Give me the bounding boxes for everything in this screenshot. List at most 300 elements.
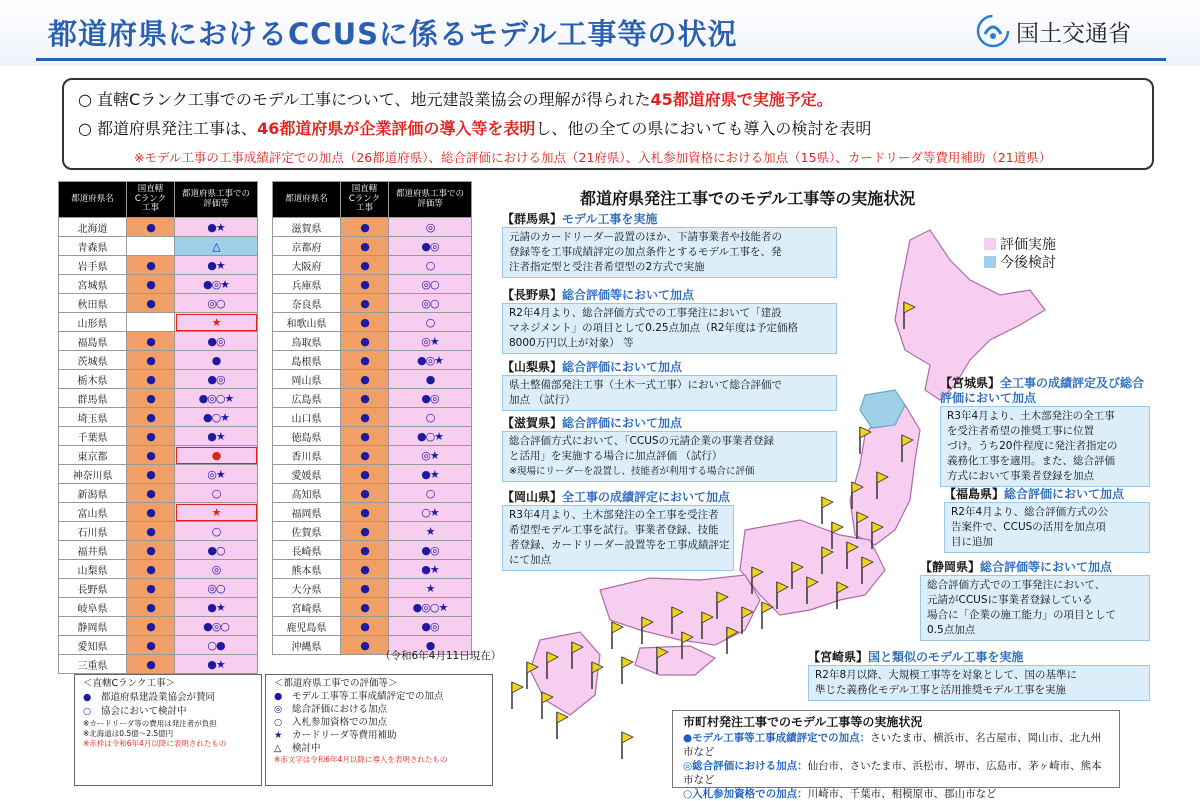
status-mark: ●	[211, 448, 221, 462]
table-row	[273, 484, 472, 503]
ministry-name: 国土交通省	[1016, 21, 1131, 47]
flag-icon	[715, 590, 729, 620]
direct-status	[127, 237, 175, 256]
pref-box-tag: モデル工事を実施	[562, 212, 658, 226]
flag-icon	[640, 615, 654, 645]
pref-eval-status	[389, 275, 472, 294]
status-mark: ●	[360, 448, 369, 462]
status-mark: ●	[146, 581, 155, 595]
pref-eval-status	[175, 275, 258, 294]
pref-box-line: 者登録、カードリーダー設置等を工事成績評定	[509, 539, 730, 551]
pref-box-line: R2年4月より、総合評価方式の公	[951, 506, 1109, 518]
table-row	[59, 275, 258, 294]
pref-box-header	[502, 490, 742, 505]
pref-box-miyazaki	[808, 650, 1150, 701]
direct-status	[127, 484, 175, 503]
summary-line-1-highlight: 45都道府県で実施予定。	[650, 90, 833, 109]
direct-status	[127, 655, 175, 674]
direct-status	[127, 636, 175, 655]
table-row	[59, 256, 258, 275]
direct-status	[341, 218, 389, 237]
pref-eval-status	[175, 598, 258, 617]
direct-status	[341, 522, 389, 541]
pref-box-name: 【群馬県】	[502, 212, 563, 226]
status-mark: ●	[360, 638, 369, 652]
pref-box-line: 方式において事業者登録を加点	[947, 470, 1094, 482]
status-mark: ●	[360, 315, 369, 329]
pref-box-okayama	[502, 490, 742, 571]
status-mark: ●	[146, 448, 155, 462]
table-row	[273, 370, 472, 389]
pref-box-header	[502, 288, 837, 303]
direct-status	[341, 389, 389, 408]
pref-box-name: 【静岡県】	[920, 560, 981, 574]
flag-icon	[805, 575, 819, 605]
direct-status	[341, 256, 389, 275]
status-mark: ◎○	[207, 296, 225, 310]
prefecture-name: 大阪府	[273, 256, 341, 275]
status-mark: ●	[360, 467, 369, 481]
status-mark: ●	[146, 505, 155, 519]
prefecture-name: 沖縄県	[273, 636, 341, 655]
prefecture-name: 宮崎県	[273, 598, 341, 617]
pref-box-line: づけ。うち20件程度に発注者指定の	[947, 440, 1118, 452]
status-mark: ●	[360, 619, 369, 633]
municipal-row	[683, 731, 1109, 759]
status-mark: ★	[425, 524, 435, 538]
pref-box-line: R3年4月より、土木部発注の全工事を受注者	[509, 509, 719, 521]
status-mark: ★	[211, 315, 221, 329]
pref-eval-status	[175, 617, 258, 636]
status-mark: ●	[360, 600, 369, 614]
prefecture-name: 大分県	[273, 579, 341, 598]
status-mark: ●★	[207, 600, 225, 614]
pref-box-line: 目に追加	[951, 536, 993, 548]
col-header-direct: 国直轄 Cランク 工事	[127, 182, 175, 218]
table-row	[273, 313, 472, 332]
table-row	[59, 655, 258, 674]
direct-status	[127, 446, 175, 465]
direct-status	[341, 484, 389, 503]
status-mark: ●	[425, 372, 435, 386]
flag-icon	[902, 300, 916, 330]
prefecture-name: 島根県	[273, 351, 341, 370]
status-mark: ●◎	[421, 543, 439, 557]
prefecture-name: 和歌山県	[273, 313, 341, 332]
status-mark: ●	[146, 619, 155, 633]
flag-icon	[620, 655, 634, 685]
flag-icon	[680, 630, 694, 660]
direct-status	[127, 351, 175, 370]
pref-eval-status	[175, 579, 258, 598]
flag-icon	[875, 470, 889, 500]
pref-box-line: R2年4月より、総合評価方式での工事発注において「建設	[509, 307, 782, 319]
status-mark: ●	[146, 657, 155, 671]
pref-eval-status	[175, 446, 258, 465]
status-mark: ●	[360, 543, 369, 557]
pref-box-line: 告案件で、CCUSの活用を加点項	[951, 521, 1106, 533]
prefecture-name: 北海道	[59, 218, 127, 237]
flag-icon	[570, 640, 584, 670]
flag-icon	[540, 690, 554, 720]
pref-box-name: 【宮崎県】	[808, 650, 869, 664]
table-row	[59, 598, 258, 617]
status-mark: ◎	[425, 220, 435, 234]
prefecture-tables	[58, 181, 493, 672]
pref-box-body	[502, 227, 837, 278]
municipal-row	[683, 759, 1109, 787]
prefecture-name: 岩手県	[59, 256, 127, 275]
legend-pref-item	[274, 729, 484, 742]
status-mark: ●	[146, 543, 155, 557]
legend-planned-text: 今後検討	[1000, 255, 1056, 271]
status-mark: ●◎★	[202, 277, 230, 291]
municipal-row-text: さいたま市、横浜市、名古屋市、岡山市、北九州市など	[683, 732, 1102, 758]
municipal-row	[683, 787, 1109, 801]
status-mark: ●	[360, 258, 369, 272]
direct-status	[341, 560, 389, 579]
pref-box-line: にて加点	[509, 554, 551, 566]
status-mark: ●	[360, 353, 369, 367]
legend-red-note: ※赤枠は令和6年4月以降に表明されたもの	[83, 739, 227, 748]
legend-implemented-text: 評価実施	[1000, 237, 1056, 253]
direct-status	[127, 427, 175, 446]
pref-box-name: 【山梨県】	[502, 360, 563, 374]
map-title: 都道府県発注工事でのモデル工事等の実施状況	[580, 189, 916, 208]
pref-eval-status	[389, 579, 472, 598]
pref-eval-status	[175, 484, 258, 503]
pref-eval-status	[175, 427, 258, 446]
prefecture-name: 福井県	[59, 541, 127, 560]
table-row	[59, 332, 258, 351]
pref-eval-status	[389, 294, 472, 313]
open-circle-icon: ○	[274, 717, 283, 728]
prefecture-name: 徳島県	[273, 427, 341, 446]
pref-eval-status	[389, 446, 472, 465]
pref-box-body	[502, 505, 734, 571]
status-mark: ●◎	[207, 372, 225, 386]
table-row	[59, 351, 258, 370]
prefecture-name: 岡山県	[273, 370, 341, 389]
status-mark: ●◎★	[416, 353, 444, 367]
status-mark: ◎○	[421, 296, 439, 310]
municipal-row-text: 川崎市、千葉市、相模原市、郡山市など	[807, 788, 997, 800]
pref-box-line: を受注者希望の推奨工事に位置	[947, 425, 1094, 437]
flag-icon	[545, 650, 559, 680]
direct-status	[341, 294, 389, 313]
legend-pref-item	[274, 742, 484, 755]
table-row	[59, 446, 258, 465]
direct-status	[127, 256, 175, 275]
status-mark: ●	[360, 372, 369, 386]
summary-box	[62, 78, 1154, 170]
pref-box-name: 【福島県】	[944, 487, 1005, 501]
pref-box-header	[920, 560, 1150, 575]
prefecture-name: 熊本県	[273, 560, 341, 579]
flag-icon	[775, 580, 789, 610]
flag-icon	[655, 645, 669, 675]
pref-eval-status	[389, 560, 472, 579]
status-mark: ●	[360, 410, 369, 424]
pref-eval-status	[175, 389, 258, 408]
pref-eval-status	[389, 313, 472, 332]
direct-status	[341, 503, 389, 522]
table-row	[59, 427, 258, 446]
col-header-pref-eval: 都道府県工事での 評価等	[175, 182, 258, 218]
pref-box-miyagi	[940, 376, 1150, 487]
pref-box-line: 注者指定型と受注者希望型の2方式で実施	[509, 261, 705, 273]
status-mark: ◎	[211, 562, 221, 576]
pref-box-header	[502, 416, 837, 431]
table-row	[273, 503, 472, 522]
status-mark: ●	[146, 600, 155, 614]
status-mark: ●◎	[421, 391, 439, 405]
pref-eval-status	[175, 522, 258, 541]
pref-eval-status	[389, 503, 472, 522]
pref-eval-status	[175, 655, 258, 674]
status-mark: ◎★	[207, 467, 225, 481]
table-row	[273, 446, 472, 465]
legend-text: 都道府県建設業協会が賛同	[101, 692, 216, 703]
status-mark: ●	[360, 505, 369, 519]
status-mark: ●◎○★	[198, 391, 234, 405]
table-row	[273, 541, 472, 560]
legend-pref-item	[274, 690, 484, 703]
pref-box-fukushima	[944, 487, 1150, 553]
status-mark: ●○★	[416, 429, 444, 443]
table-row	[59, 522, 258, 541]
direct-status	[127, 617, 175, 636]
table-row	[59, 484, 258, 503]
direct-status	[341, 313, 389, 332]
pref-box-line: 8000万円以上が対象） 等	[509, 337, 634, 349]
direct-status	[127, 541, 175, 560]
direct-status	[127, 503, 175, 522]
pref-box-line: 総合評価方式において、「CCUSの元請企業の事業者登録	[509, 435, 775, 447]
direct-status	[127, 465, 175, 484]
prefecture-name: 群馬県	[59, 389, 127, 408]
direct-status	[127, 332, 175, 351]
direct-status	[127, 370, 175, 389]
direct-status	[127, 560, 175, 579]
flag-icon	[750, 565, 764, 595]
table-row	[273, 522, 472, 541]
status-mark: ●	[146, 562, 155, 576]
legend-note: ※北海道は0.5億～2.5億円	[83, 729, 174, 738]
triangle-icon: △	[274, 743, 282, 754]
legend-text: カードリーダ等費用補助	[292, 730, 397, 741]
table-row	[273, 560, 472, 579]
flag-icon	[590, 660, 604, 690]
flag-icon	[510, 680, 524, 710]
direct-status	[341, 541, 389, 560]
summary-line-1	[78, 87, 833, 110]
summary-line-1-text: ○ 直轄Cランク工事でのモデル工事について、地元建設業協会の理解が得られた	[78, 90, 651, 109]
legend-pref	[265, 674, 493, 786]
prefecture-name: 広島県	[273, 389, 341, 408]
pref-box-shizuoka	[920, 560, 1150, 641]
table-row	[273, 351, 472, 370]
prefecture-name: 東京都	[59, 446, 127, 465]
pref-box-tag: 全工事の成績評定において加点	[562, 490, 731, 504]
flag-icon	[820, 545, 834, 575]
flag-icon	[900, 433, 914, 463]
table-row	[59, 294, 258, 313]
prefecture-name: 鹿児島県	[273, 617, 341, 636]
status-mark: ●	[211, 353, 221, 367]
flag-icon	[855, 510, 869, 540]
pref-eval-status	[175, 541, 258, 560]
filled-circle-icon: ●	[274, 691, 283, 702]
flag-icon	[555, 710, 569, 740]
pref-eval-status	[389, 465, 472, 484]
pref-eval-status	[389, 427, 472, 446]
direct-status	[341, 370, 389, 389]
pref-eval-status	[389, 351, 472, 370]
status-mark: ●	[360, 524, 369, 538]
status-mark: ●○	[207, 543, 225, 557]
prefecture-name: 福岡県	[273, 503, 341, 522]
municipal-row-text: 仙台市、さいたま市、浜松市、堺市、広島市、茅ヶ崎市、熊本市など	[683, 760, 1102, 786]
direct-status	[341, 579, 389, 598]
prefecture-name: 神奈川県	[59, 465, 127, 484]
status-mark: ●	[146, 372, 155, 386]
direct-status	[127, 522, 175, 541]
legend-text: 検討中	[292, 743, 321, 754]
flag-icon	[725, 625, 739, 655]
pref-eval-status	[175, 237, 258, 256]
pref-box-name: 【岡山県】	[502, 490, 563, 504]
legend-pref-item	[274, 716, 484, 729]
col-header-prefecture: 都道府県名	[59, 182, 127, 218]
status-mark: ●★	[207, 220, 225, 234]
table-row	[273, 294, 472, 313]
status-mark: ●	[146, 429, 155, 443]
pref-box-line: 場合に「企業の施工能力」の項目として	[927, 609, 1116, 621]
pref-box-line: マネジメント」の項目として0.25点加点（R2年度は予定価格	[509, 322, 799, 334]
direct-status	[127, 275, 175, 294]
pref-box-line: 0.5点加点	[927, 624, 976, 636]
pref-eval-status	[175, 465, 258, 484]
legend-note: ※カードリーダ等の費用は発注者が負担	[83, 719, 217, 728]
pref-box-line: ※現場にリーダーを設置し、技能者が利用する場合に評価	[509, 466, 755, 477]
status-mark: ○	[211, 524, 221, 538]
pref-eval-status	[389, 218, 472, 237]
pref-eval-status	[389, 332, 472, 351]
flag-icon	[700, 610, 714, 640]
legend-text: モデル工事等工事成績評定での加点	[292, 691, 444, 702]
prefecture-table-left	[58, 181, 258, 674]
flag-icon	[850, 480, 864, 510]
direct-status	[341, 275, 389, 294]
prefecture-name: 滋賀県	[273, 218, 341, 237]
header-divider	[36, 58, 1166, 61]
status-mark: ○●	[207, 638, 225, 652]
pref-box-shiga	[502, 416, 837, 482]
legend-planned	[984, 254, 1056, 272]
col-header-pref-eval: 都道府県工事での 評価等	[389, 182, 472, 218]
table-row	[59, 408, 258, 427]
legend-direct	[74, 674, 262, 786]
direct-status	[341, 446, 389, 465]
direct-status	[341, 237, 389, 256]
pref-box-header	[808, 650, 1150, 665]
table-row	[59, 370, 258, 389]
pref-box-line: 県土整備部発注工事（土木一式工事）において総合評価で	[509, 379, 782, 391]
status-mark: ●◎	[207, 334, 225, 348]
pref-box-line: 加点 （試行）	[509, 394, 576, 406]
status-mark: ○	[425, 486, 435, 500]
table-row	[273, 237, 472, 256]
pref-box-body	[502, 431, 837, 482]
pref-eval-status	[175, 351, 258, 370]
status-mark: ●★	[421, 467, 439, 481]
prefecture-name: 栃木県	[59, 370, 127, 389]
flag-icon	[760, 600, 774, 630]
prefecture-name: 茨城県	[59, 351, 127, 370]
prefecture-name: 秋田県	[59, 294, 127, 313]
status-mark: ●	[146, 467, 155, 481]
table-row	[273, 389, 472, 408]
direct-status	[127, 218, 175, 237]
table-row	[273, 617, 472, 636]
status-mark: ●	[146, 353, 155, 367]
col-header-direct: 国直轄 Cランク 工事	[341, 182, 389, 218]
status-mark: ★	[211, 505, 221, 519]
table-row	[273, 408, 472, 427]
prefecture-name: 愛知県	[59, 636, 127, 655]
direct-status	[127, 294, 175, 313]
municipal-title: 市町村発注工事でのモデル工事等の実施状況	[683, 715, 923, 729]
direct-status	[127, 598, 175, 617]
pref-box-header	[502, 360, 837, 375]
prefecture-name: 長野県	[59, 579, 127, 598]
pref-box-tag: 総合評価において加点	[1004, 487, 1125, 501]
pref-box-name: 【長野県】	[502, 288, 563, 302]
status-mark: ●○★	[202, 410, 230, 424]
summary-line-2-highlight: 46都道府県が企業評価の導入等を表明	[257, 119, 536, 138]
pref-box-line: 義務化工事を適用。また、総合評価	[947, 455, 1115, 467]
map-legend	[984, 236, 1056, 272]
status-mark: ●	[146, 277, 155, 291]
status-mark: ●	[360, 334, 369, 348]
pref-eval-status	[389, 484, 472, 503]
status-mark: △	[212, 239, 220, 253]
pref-box-tag: 総合評価等において加点	[980, 560, 1113, 574]
prefecture-name: 山口県	[273, 408, 341, 427]
pref-eval-status	[389, 598, 472, 617]
prefecture-name: 石川県	[59, 522, 127, 541]
legend-text: 協会において検討中	[101, 706, 187, 717]
status-mark: ●◎○	[203, 619, 229, 633]
prefecture-name: 山梨県	[59, 560, 127, 579]
prefecture-name: 埼玉県	[59, 408, 127, 427]
prefecture-name: 宮城県	[59, 275, 127, 294]
municipal-row-label: ◎総合評価における加点：	[683, 760, 808, 772]
direct-status	[341, 617, 389, 636]
flag-icon	[790, 560, 804, 590]
filled-circle-icon: ●	[83, 692, 92, 703]
table-row	[273, 598, 472, 617]
direct-status	[341, 465, 389, 484]
open-circle-icon: ○	[83, 706, 92, 717]
pref-eval-status	[389, 370, 472, 389]
status-mark: ●◎	[421, 619, 439, 633]
pref-box-header	[502, 212, 837, 227]
municipal-row-label: ○入札参加資格での加点：	[683, 788, 808, 800]
direct-status	[127, 313, 175, 332]
summary-line-2-text: ○ 都道府県発注工事は、	[78, 119, 258, 138]
